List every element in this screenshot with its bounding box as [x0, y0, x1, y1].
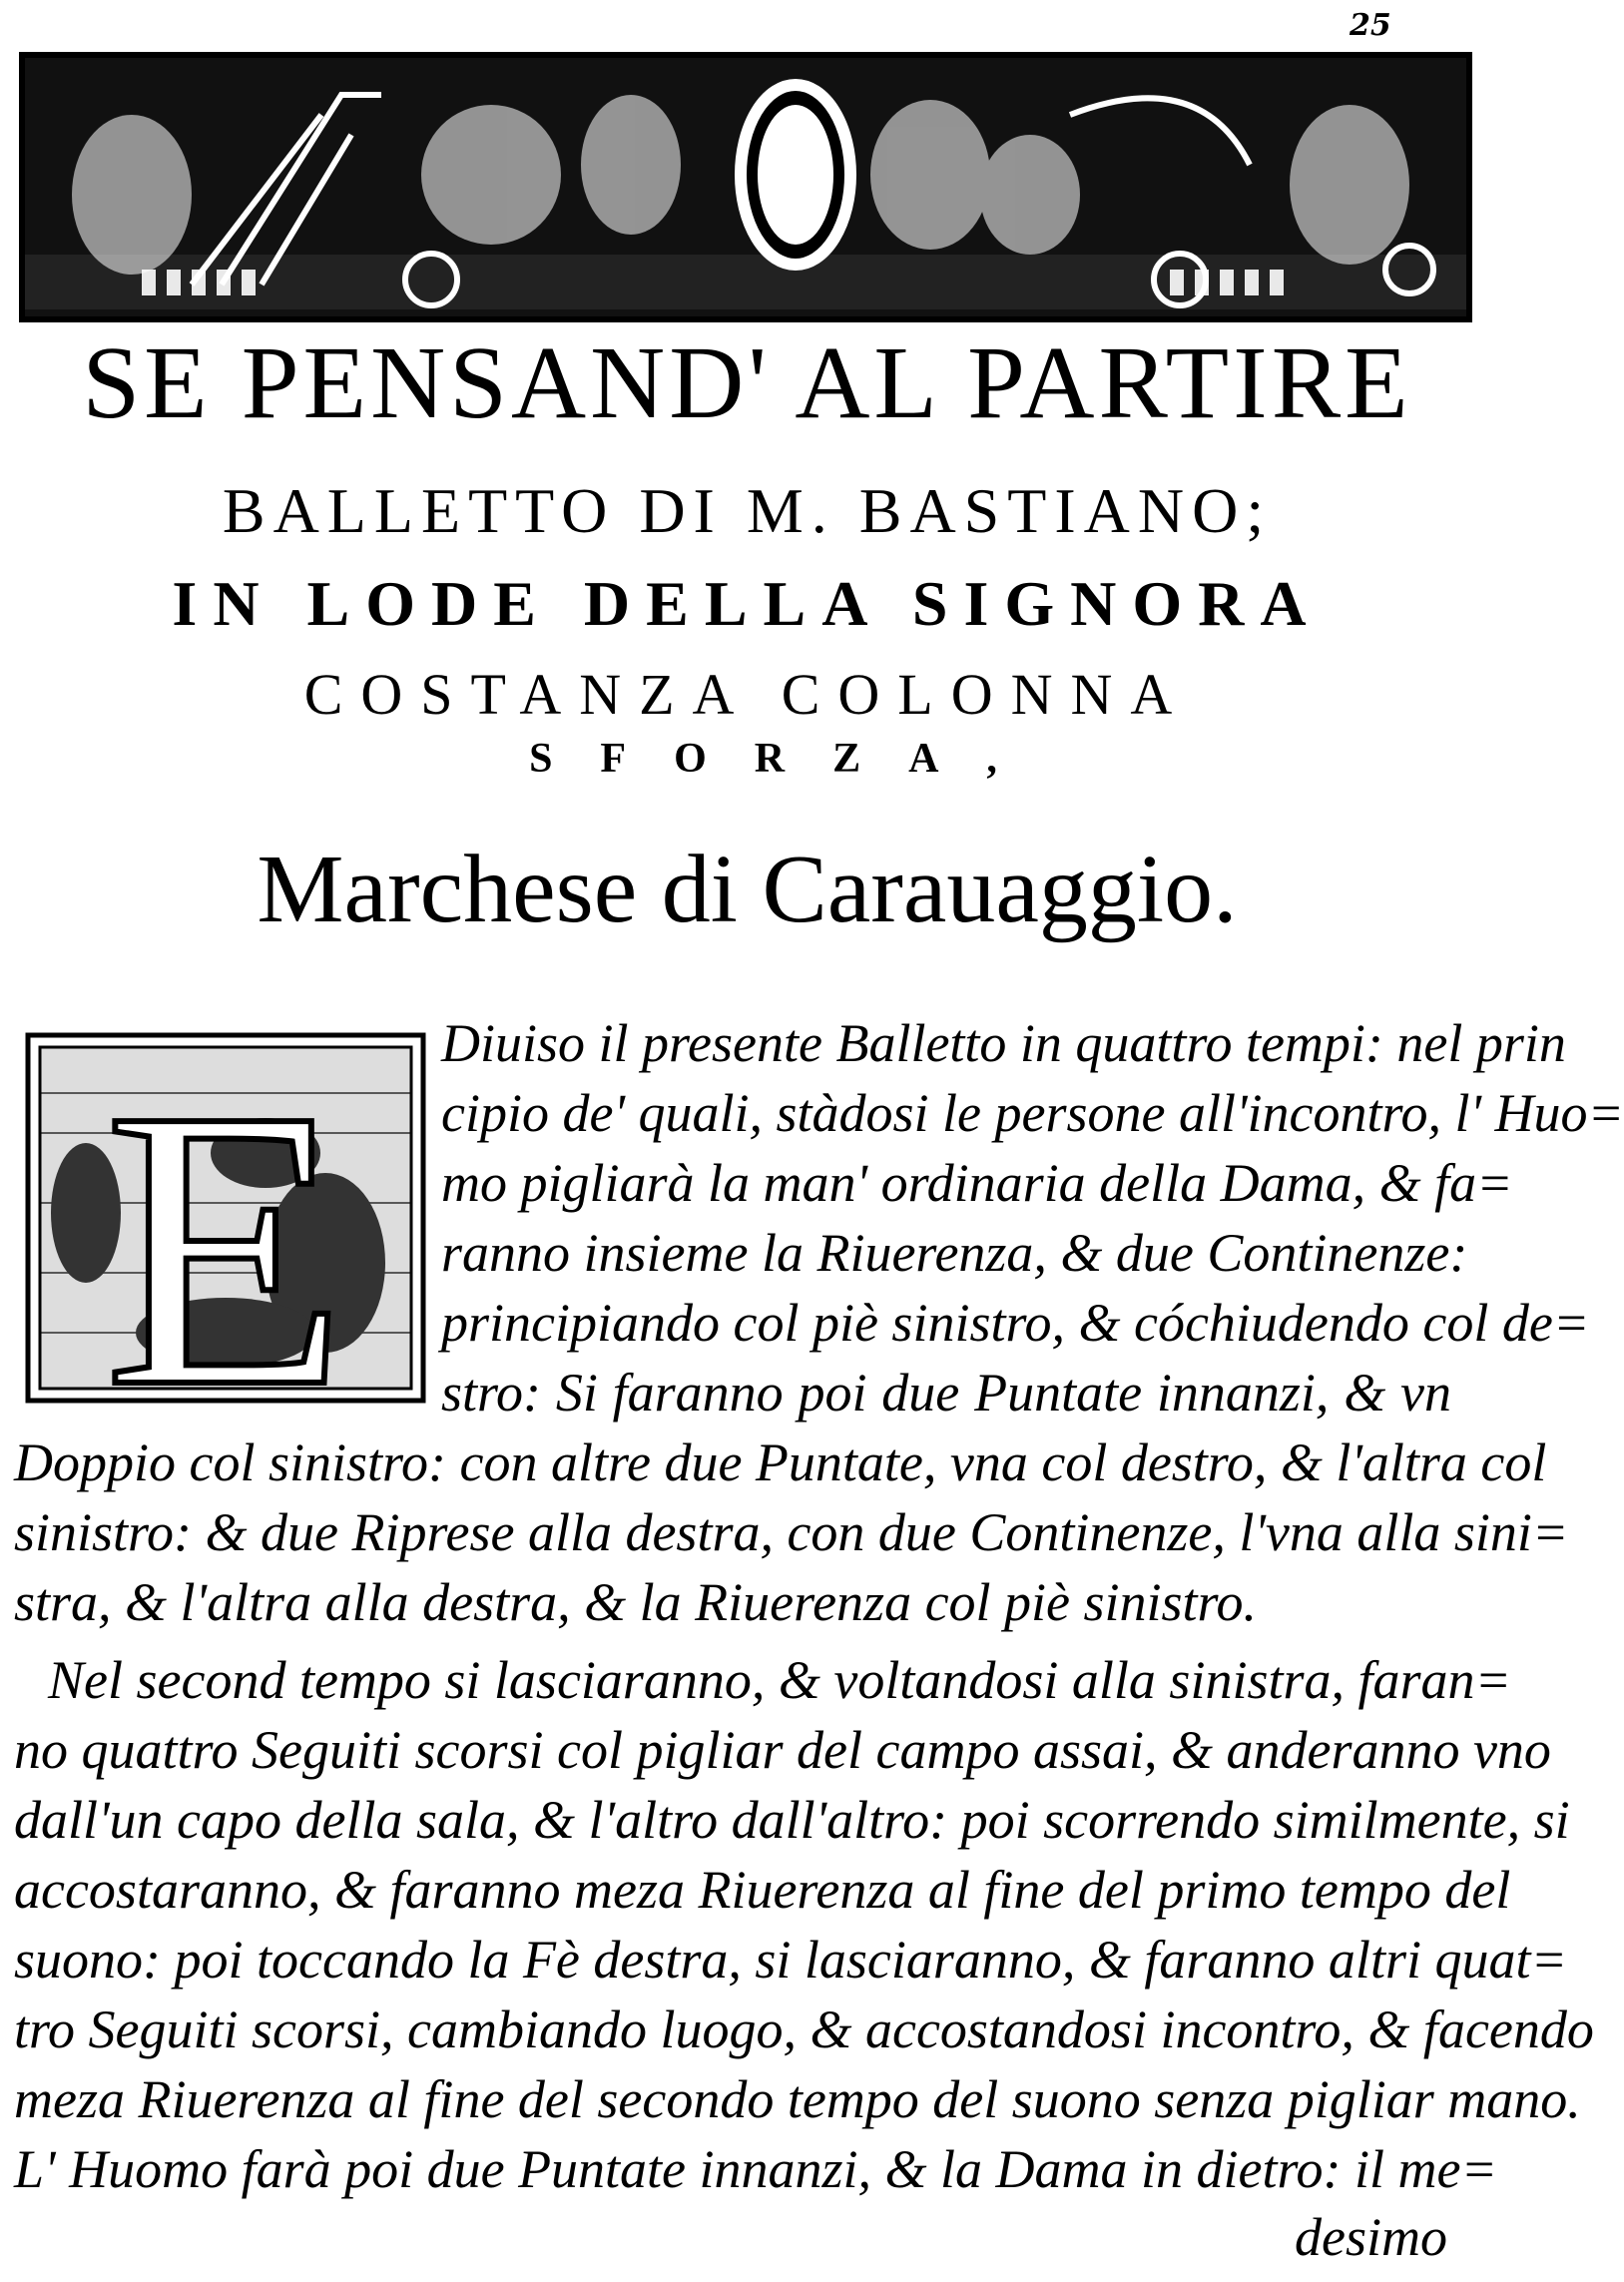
body-line: suono: poi toccando la Fè destra, si lasciaranno, & faranno altri quat=: [14, 1930, 1567, 1990]
subtitle-line: IN LODE DELLA SIGNORA: [172, 568, 1323, 639]
body-line: stro: Si faranno poi due Puntate innanzi, & vn: [441, 1363, 1451, 1423]
body-line: Nel second tempo si lasciaranno, & voltandosi alla sinistra, faran=: [48, 1650, 1511, 1710]
initial-letter: E: [103, 1027, 348, 1469]
body-line: stra, & l'altra alla destra, & la Riuerenza col piè sinistro.: [14, 1572, 1258, 1632]
dedicatee: Marchese di Carauaggio.: [257, 836, 1238, 943]
body-line: dall'un capo della sala, & l'altro dall'altro: poi scorrendo similmente, si: [14, 1790, 1570, 1850]
body-line: cipio de' quali, stàdosi le persone all'incontro, l' Huo=: [441, 1083, 1624, 1143]
title: SE PENSAND' AL PARTIRE: [82, 325, 1412, 440]
body-line: no quattro Seguiti scorsi col pigliar del campo assai, & anderanno vno: [14, 1720, 1551, 1780]
body-line: L' Huomo farà poi due Puntate innanzi, & la Dama in dietro: il me=: [14, 2139, 1497, 2199]
subtitle-line: BALLETTO DI M. BASTIANO;: [222, 475, 1273, 546]
page-number: 25: [1350, 8, 1391, 43]
body-line: ranno insieme la Riuerenza, & due Continenze:: [441, 1223, 1468, 1283]
subtitle-line: COSTANZA COLONNA: [303, 662, 1191, 727]
body-line: sinistro: & due Riprese alla destra, con due Continenze, l'vna alla sini=: [14, 1502, 1569, 1562]
body-line: Diuiso il presente Balletto in quattro tempi: nel prin: [441, 1013, 1566, 1073]
body-line: Doppio col sinistro: con altre due Puntate, vna col destro, & l'altra col: [14, 1432, 1547, 1492]
body-line: tro Seguiti scorsi, cambiando luogo, & accostandosi incontro, & facendo: [14, 1999, 1594, 2059]
body-line: accostaranno, & faranno meza Riuerenza al fine del primo tempo del: [14, 1860, 1511, 1920]
body-line: mo pigliarà la man' ordinaria della Dama, & fa=: [441, 1153, 1513, 1213]
catchword: desimo: [1295, 2207, 1447, 2267]
subtitle-line: SFORZA,: [529, 736, 1045, 782]
body-line: meza Riuerenza al fine del secondo tempo del suono senza pigliar mano.: [14, 2069, 1581, 2129]
body-line: principiando col piè sinistro, & cóchiudendo col de=: [441, 1293, 1590, 1353]
